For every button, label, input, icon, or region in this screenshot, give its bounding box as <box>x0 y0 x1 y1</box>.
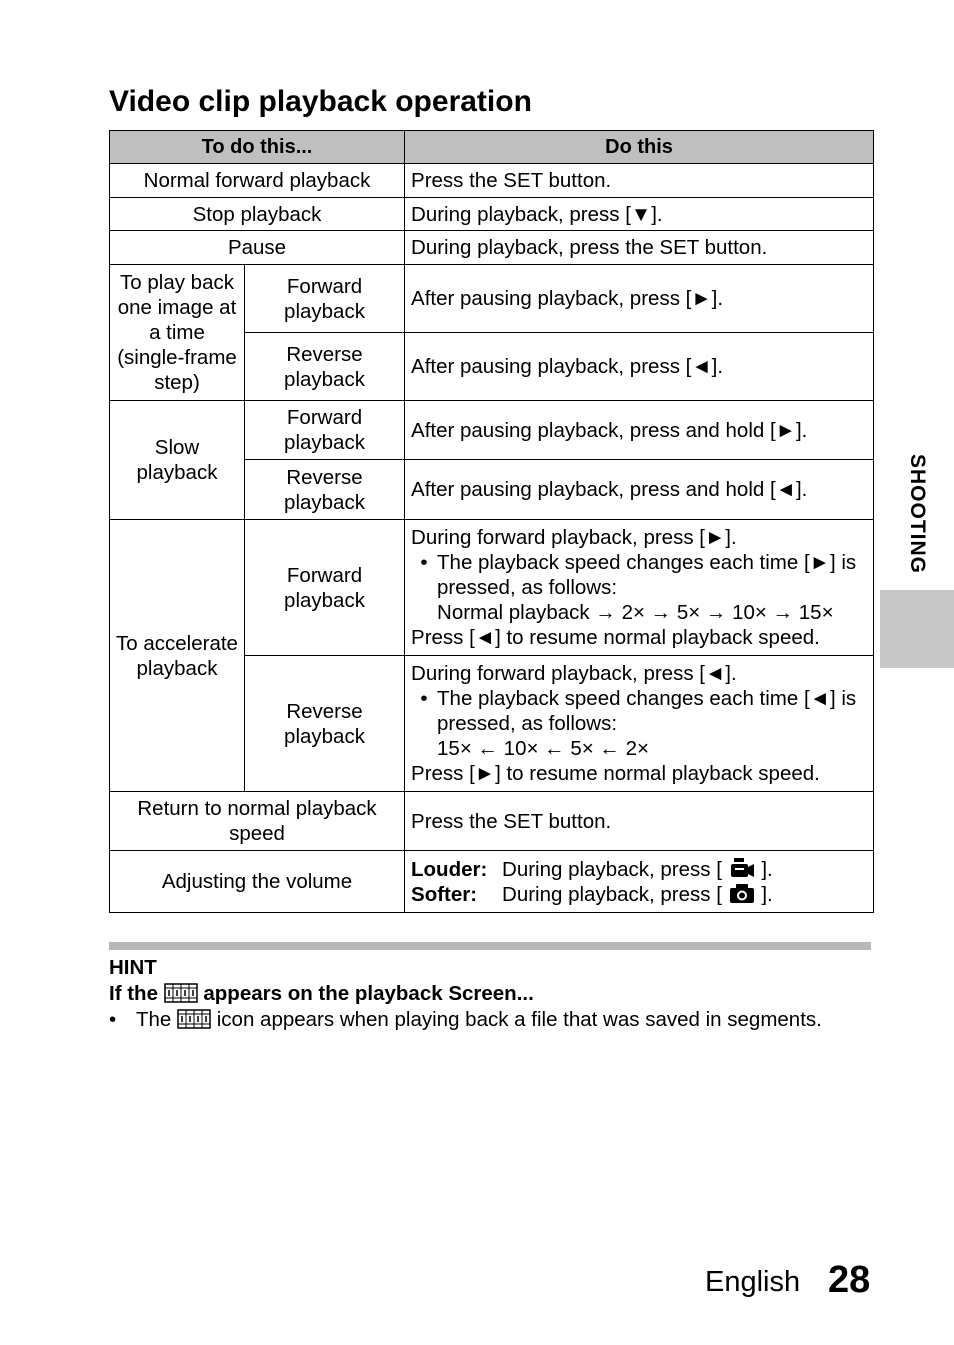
louder-label: Louder: <box>411 857 488 881</box>
action-line: During forward playback, press [►]. <box>411 526 737 549</box>
subtask-cell: Reverse playback <box>245 656 405 792</box>
table-row <box>110 851 874 913</box>
segmented-film-icon <box>164 983 198 1003</box>
softer-text: During playback, press [ <box>502 882 722 906</box>
subtask-cell: Forward playback <box>245 520 405 656</box>
hint-bullet-text <box>136 1007 822 1033</box>
bullet-dot: • <box>420 687 428 710</box>
volume-softer <box>411 882 867 907</box>
bullet-dot: • <box>420 551 428 574</box>
hint-item-after: icon appears when playing back a file that was saved in segments. <box>216 1008 822 1031</box>
playback-operations-table <box>109 130 874 913</box>
action-cell: During playback, press [▼]. <box>405 198 874 231</box>
page-title: Video clip playback operation <box>109 85 532 118</box>
hint-bullet-item <box>109 1007 869 1033</box>
hint-heading <box>109 981 869 1007</box>
table-row <box>110 792 874 851</box>
segmented-film-icon <box>177 1009 211 1029</box>
louder-text: During playback, press [ <box>502 857 722 881</box>
speed-sequence: Normal playback → 2× → 5× → 10× → 15× <box>437 601 834 624</box>
video-camera-icon <box>728 857 756 879</box>
task-cell: Normal forward playback <box>110 164 405 198</box>
bullet-text: The playback speed changes each time [►] is pressed, as follows: <box>437 551 857 599</box>
table-header-row <box>110 131 874 164</box>
group-cell-accelerate: To accelerate playback <box>110 520 245 792</box>
header-to-do-this: To do this... <box>110 131 405 164</box>
action-cell: After pausing playback, press and hold [◄]. <box>405 460 874 520</box>
subtask-cell: Reverse playback <box>245 333 405 401</box>
hint-item-before: The <box>136 1008 172 1031</box>
section-tab <box>880 590 954 668</box>
action-cell: During playback, press the SET button. <box>405 231 874 265</box>
task-cell: Stop playback <box>110 198 405 231</box>
hint-heading-before: If the <box>109 982 158 1005</box>
section-tab-label: SHOOTING <box>906 453 929 575</box>
still-camera-icon <box>728 882 756 904</box>
hint-box <box>109 955 869 1033</box>
subtask-cell: Forward playback <box>245 265 405 333</box>
speed-sequence: 15× ← 10× ← 5× ← 2× <box>437 737 649 760</box>
bullet-dot: • <box>109 1008 117 1031</box>
subtask-cell: Forward playback <box>245 401 405 460</box>
close-bracket: ]. <box>761 882 773 906</box>
action-cell: After pausing playback, press [►]. <box>405 265 874 333</box>
close-bracket: ]. <box>761 857 773 881</box>
header-do-this: Do this <box>405 131 874 164</box>
hint-title: HINT <box>109 956 157 979</box>
bullet-item <box>411 550 867 600</box>
hint-divider <box>109 942 871 950</box>
action-line: Press [►] to resume normal playback speed. <box>411 762 820 785</box>
group-cell-slow: Slow playback <box>110 401 245 520</box>
action-cell: After pausing playback, press [◄]. <box>405 333 874 401</box>
action-line: Press [◄] to resume normal playback speed. <box>411 626 820 649</box>
table-row <box>110 401 874 460</box>
table-row <box>110 520 874 656</box>
task-cell: Adjusting the volume <box>110 851 405 913</box>
page-number: 28 <box>828 1259 871 1301</box>
action-cell <box>405 656 874 792</box>
action-cell: Press the SET button. <box>405 164 874 198</box>
table-row <box>110 198 874 231</box>
subtask-cell: Reverse playback <box>245 460 405 520</box>
action-cell: After pausing playback, press and hold [►]. <box>405 401 874 460</box>
hint-heading-after: appears on the playback Screen... <box>203 982 534 1005</box>
softer-label: Softer: <box>411 882 478 906</box>
action-cell <box>405 520 874 656</box>
group-cell-single-frame: To play back one image at a time (single-frame step) <box>110 265 245 401</box>
action-cell <box>405 851 874 913</box>
table-row <box>110 231 874 265</box>
footer-language: English <box>705 1266 801 1298</box>
task-cell: Return to normal playback speed <box>110 792 405 851</box>
action-cell: Press the SET button. <box>405 792 874 851</box>
bullet-text: The playback speed changes each time [◄] is pressed, as follows: <box>437 687 857 735</box>
volume-louder <box>411 857 867 882</box>
action-line: During forward playback, press [◄]. <box>411 662 737 685</box>
task-cell: Pause <box>110 231 405 265</box>
table-row <box>110 164 874 198</box>
table-row <box>110 265 874 333</box>
bullet-item <box>411 686 867 736</box>
